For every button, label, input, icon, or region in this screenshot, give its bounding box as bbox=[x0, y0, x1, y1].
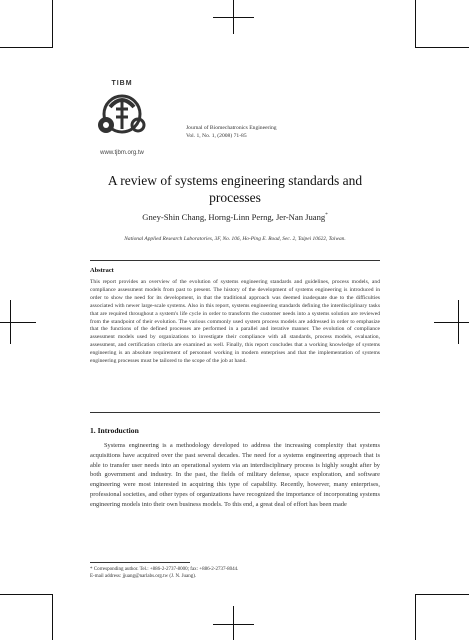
corresponding-author-mark: * bbox=[325, 213, 328, 219]
paper-authors bbox=[95, 212, 375, 222]
crop-mark bbox=[213, 17, 254, 18]
crop-mark bbox=[415, 594, 416, 640]
introduction-text: Systems engineering is a methodology developed to address the increasing complexity that systems acquisitions have acquired over the past several decades. The need for a systems engineering approach that is able to transfer user needs into an operational system via an interdisciplinary process is highly sought after by both government and industry. In the past, the fields of military defense, space exploration, and software engineering were most interested in acquiring this type of capability. Recently, however, many enterprises, professional societies, and other types of organizations have recognized the importance of incorporating systems engineering models into their own business models. To this end, a great deal of effort has been made bbox=[90, 442, 380, 508]
author-affiliation: National Applied Research Laboratories, 3F, No. 106, Ho-Ping E. Road, Sec. 2, Taipei 10622, Taiwan. bbox=[124, 236, 346, 242]
crop-mark bbox=[415, 0, 416, 48]
journal-logo bbox=[92, 80, 152, 156]
abstract-bottom-rule bbox=[90, 412, 380, 413]
crop-mark bbox=[0, 47, 52, 48]
crop-mark bbox=[233, 606, 234, 640]
crop-mark bbox=[434, 322, 469, 323]
abstract-text: This report provides an overview of the evolution of systems engineering standards and guidelines, process models, and compliance assessment models from past to present. The history of the development of systems engineering is introduced in order to show the need for its development, in that the traditional approach was deemed inadequate due to the difficulties associated with newer large-scale systems. Also in this report, systems engineering standards defining the interdisciplinary tasks that are required throughout a system's life cycle in order to transform the customer needs into a systems solution are reviewed from the standpoint of their evolution. The various commonly used system process models are addressed in order to emphasize that the functions of the defined processes are performed in a parallel and iterative manner. The evolution of compliance assessment models used by organizations to investigate their compliance with all standards, process models, evaluation, assessment, and certification criteria are examined as well. Finally, this report concludes that a working knowledge of systems engineering is an absolute requirement of personnel working in modern enterprises and that the implementation of systems engineering processes must be tailored to the scope of the job at hand. bbox=[90, 279, 380, 365]
journal-name: Journal of Biomechatronics Engineering bbox=[186, 125, 277, 131]
crop-mark bbox=[0, 594, 52, 595]
crop-mark bbox=[52, 594, 53, 640]
crop-mark bbox=[0, 322, 36, 323]
crop-mark bbox=[416, 47, 469, 48]
author-list: Gney-Shin Chang, Horng-Linn Perng, Jer-Nan Juang bbox=[142, 212, 326, 222]
logo-url: www.tjbm.org.tw bbox=[100, 150, 144, 156]
section-heading-introduction: 1. Introduction bbox=[90, 426, 139, 435]
crop-mark bbox=[52, 0, 53, 48]
abstract-heading: Abstract bbox=[90, 267, 114, 274]
crop-mark bbox=[213, 624, 254, 625]
paper-title: A review of systems engineering standards and processes bbox=[107, 173, 363, 205]
footnote bbox=[90, 566, 380, 581]
logo-emblem-icon bbox=[92, 87, 152, 143]
journal-issue: Vol. 1, No. 1, (2008) 71-85 bbox=[186, 133, 247, 139]
footnote-rule bbox=[90, 562, 190, 563]
logo-acronym: TIBM bbox=[111, 80, 133, 87]
footnote-email: E-mail address: jjuang@narlabs.org.tw (J. N. Juang). bbox=[90, 574, 197, 580]
journal-info bbox=[186, 124, 346, 140]
abstract-top-rule bbox=[90, 260, 380, 261]
footnote-contact: * Corresponding author. Tel.: +886-2-2737-8000; fax: +886-2-2737-8044. bbox=[90, 567, 239, 572]
crop-mark bbox=[416, 594, 469, 595]
